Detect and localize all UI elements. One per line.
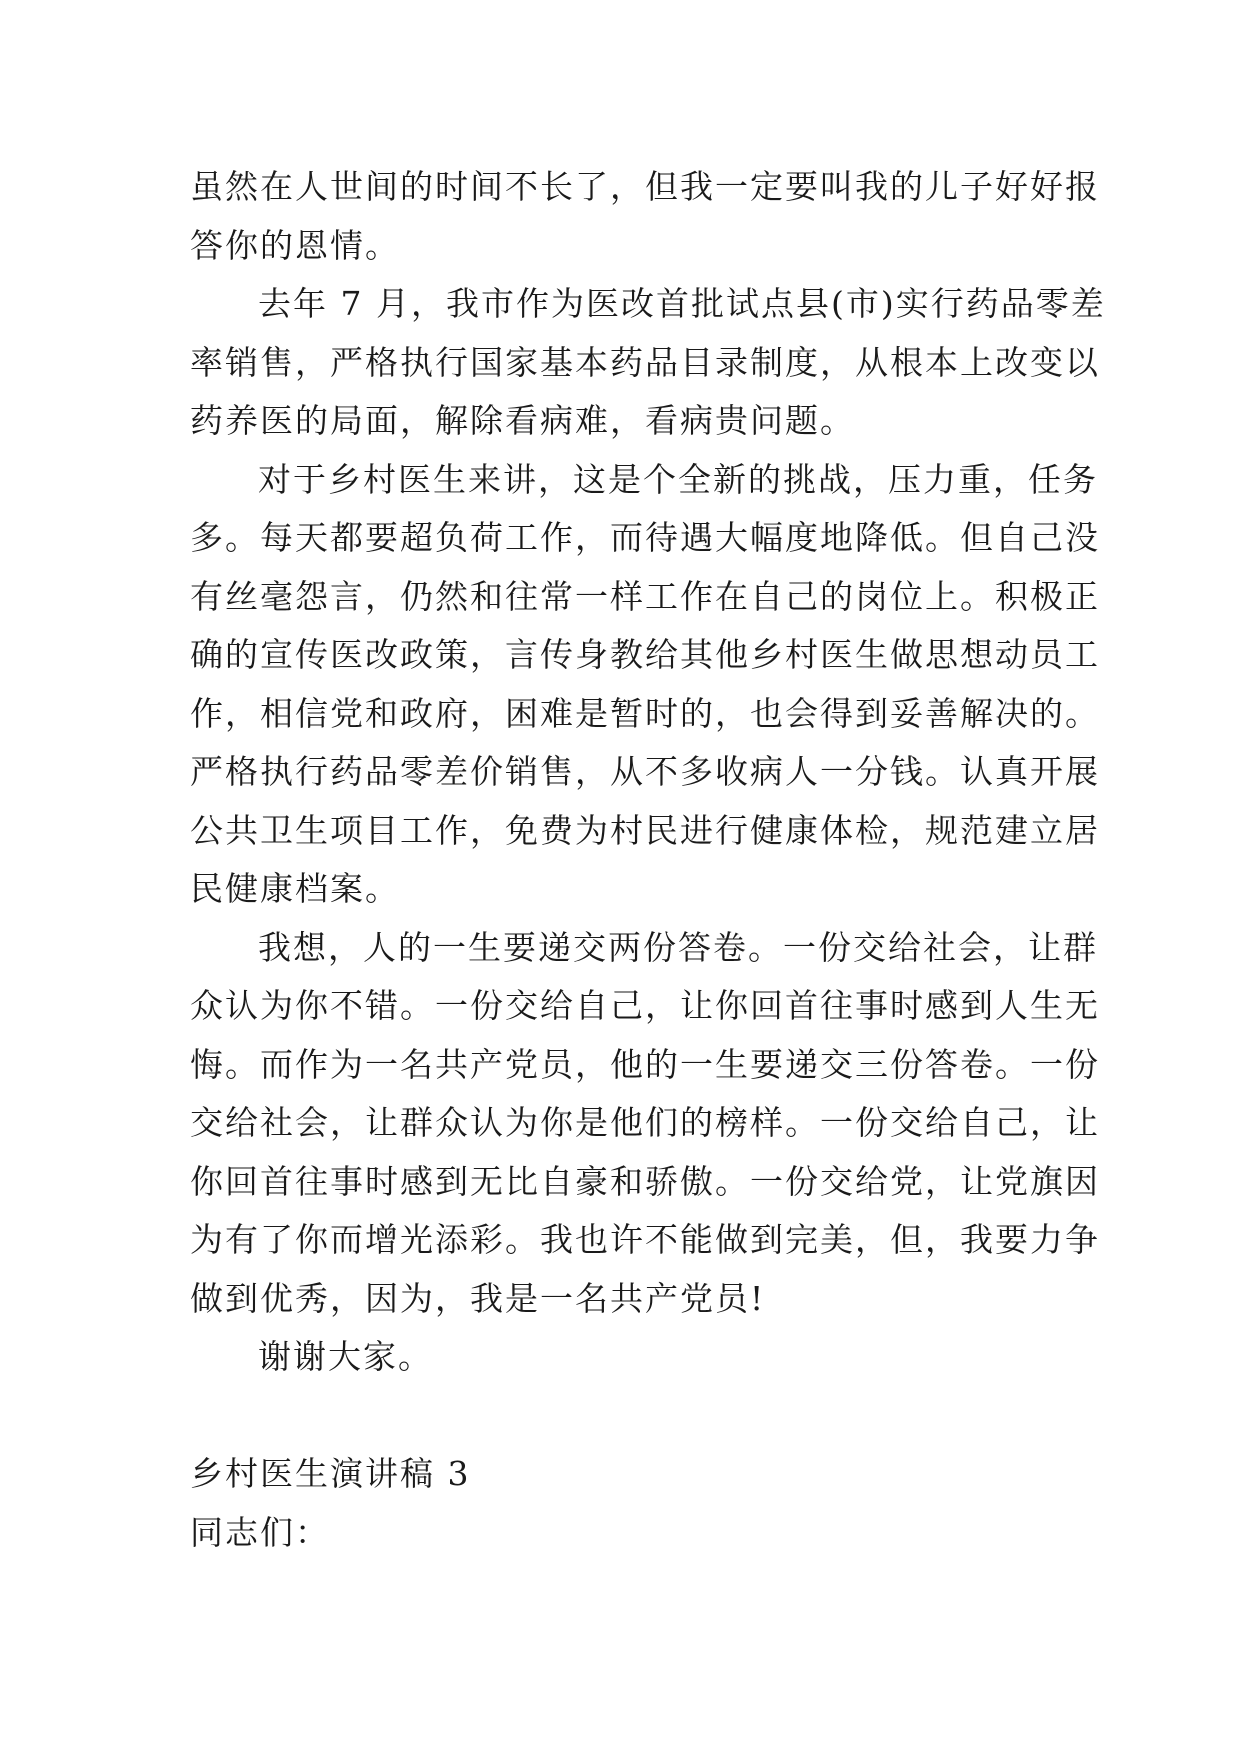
text-line: 有丝毫怨言，仍然和往常一样工作在自己的岗位上。积极正 [190,577,1100,616]
text-line: 你回首往事时感到无比自豪和骄傲。一份交给党，让党旗因 [190,1162,1100,1201]
text-line: 多。每天都要超负荷工作，而待遇大幅度地降低。但自己没 [190,518,1100,557]
text-line: 药养医的局面，解除看病难，看病贵问题。 [190,401,855,440]
text-line: 为有了你而增光添彩。我也许不能做到完美，但，我要力争 [190,1220,1100,1259]
text-line: 交给社会，让群众认为你是他们的榜样。一份交给自己，让 [190,1103,1100,1142]
text-line: 确的宣传医改政策，言传身教给其他乡村医生做思想动员工 [190,635,1100,674]
text-line: 众认为你不错。一份交给自己，让你回首往事时感到人生无 [190,986,1100,1025]
text-line: 严格执行药品零差价销售，从不多收病人一分钱。认真开展 [190,752,1100,791]
text-line: 公共卫生项目工作，免费为村民进行健康体检，规范建立居 [190,811,1100,850]
paragraph-start-line: 谢谢大家。 [258,1337,433,1376]
salutation: 同志们： [190,1513,330,1552]
section-heading: 乡村医生演讲稿 3 [190,1454,471,1493]
paragraph-start-line: 去年 7 月，我市作为医改首批试点县(市)实行药品零差 [258,284,1106,323]
text-line: 率销售，严格执行国家基本药品目录制度，从根本上改变以 [190,343,1100,382]
text-line: 悔。而作为一名共产党员，他的一生要递交三份答卷。一份 [190,1045,1100,1084]
text-line: 民健康档案。 [190,869,400,908]
text-line: 做到优秀，因为，我是一名共产党员! [190,1279,766,1318]
paragraph-start-line: 我想，人的一生要递交两份答卷。一份交给社会，让群 [258,928,1098,967]
text-line: 虽然在人世间的时间不长了，但我一定要叫我的儿子好好报 [190,167,1100,206]
text-line: 作，相信党和政府，困难是暂时的，也会得到妥善解决的。 [190,694,1100,733]
text-line: 答你的恩情。 [190,226,400,265]
paragraph-start-line: 对于乡村医生来讲，这是个全新的挑战，压力重，任务 [258,460,1098,499]
